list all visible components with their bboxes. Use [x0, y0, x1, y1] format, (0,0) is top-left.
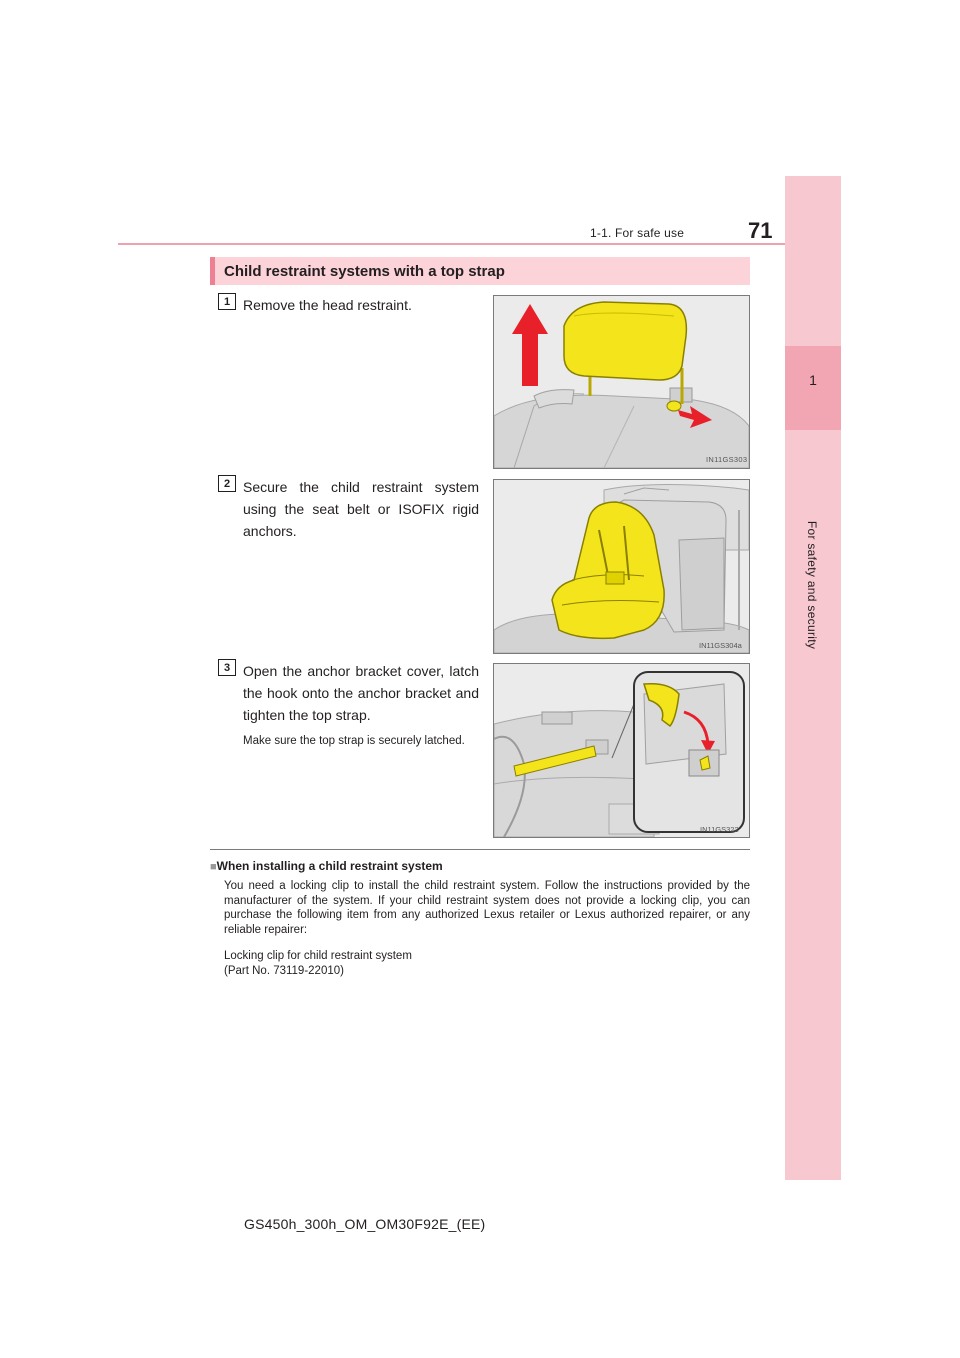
section-title: Child restraint systems with a top strap — [224, 263, 505, 280]
note-title: When installing a child restraint system — [216, 859, 443, 873]
chapter-number: 1 — [809, 372, 817, 388]
step-3-text: Open the anchor bracket cover, latch the hook onto the anchor bracket and tighten the top strap. — [243, 663, 479, 723]
note-divider — [210, 849, 750, 850]
header-section-title: 1-1. For safe use — [590, 226, 685, 240]
note-part-line-2: (Part No. 73119-22010) — [224, 965, 344, 977]
chapter-label: For safety and security — [805, 520, 819, 650]
step-2-text: Secure the child restraint system using the seat belt or ISOFIX rigid anchors. — [243, 479, 479, 539]
page-number: 71 — [748, 218, 773, 243]
illustration-secure-child-seat — [493, 479, 750, 654]
anchor-bracket-illustration — [494, 664, 749, 837]
chapter-number-box — [785, 346, 841, 430]
step-number-2: 2 — [218, 475, 236, 492]
image-code-3: IN11GS322 — [700, 825, 739, 834]
step-number-3: 3 — [218, 659, 236, 676]
note-heading — [210, 859, 443, 873]
bullet-square-icon: ■ — [210, 861, 217, 873]
note-part-line-1: Locking clip for child restraint system — [224, 950, 412, 962]
step-number-1: 1 — [218, 293, 236, 310]
image-code-2: IN11GS304a — [699, 641, 742, 650]
step-1-text: Remove the head restraint. — [243, 297, 412, 313]
illustration-anchor-bracket — [493, 663, 750, 838]
chapter-side-tab — [785, 176, 841, 1180]
document-code-footer: GS450h_300h_OM_OM30F92E_(EE) — [244, 1216, 486, 1232]
header-divider — [118, 243, 840, 245]
illustration-remove-head-restraint — [493, 295, 750, 469]
step-3-note: Make sure the top strap is securely latched. — [243, 735, 465, 747]
head-restraint-illustration — [494, 296, 749, 468]
image-code-1: IN11GS303 — [706, 455, 748, 464]
child-seat-illustration — [494, 480, 749, 653]
note-body: You need a locking clip to install the child restraint system. Follow the instructions provided by the manufacturer of the system. If your child restraint system does not provide a locking clip, you can purchase the following item from any authorized Lexus retailer or Lexus authorized repairer, or any reliable repairer: — [224, 880, 750, 936]
